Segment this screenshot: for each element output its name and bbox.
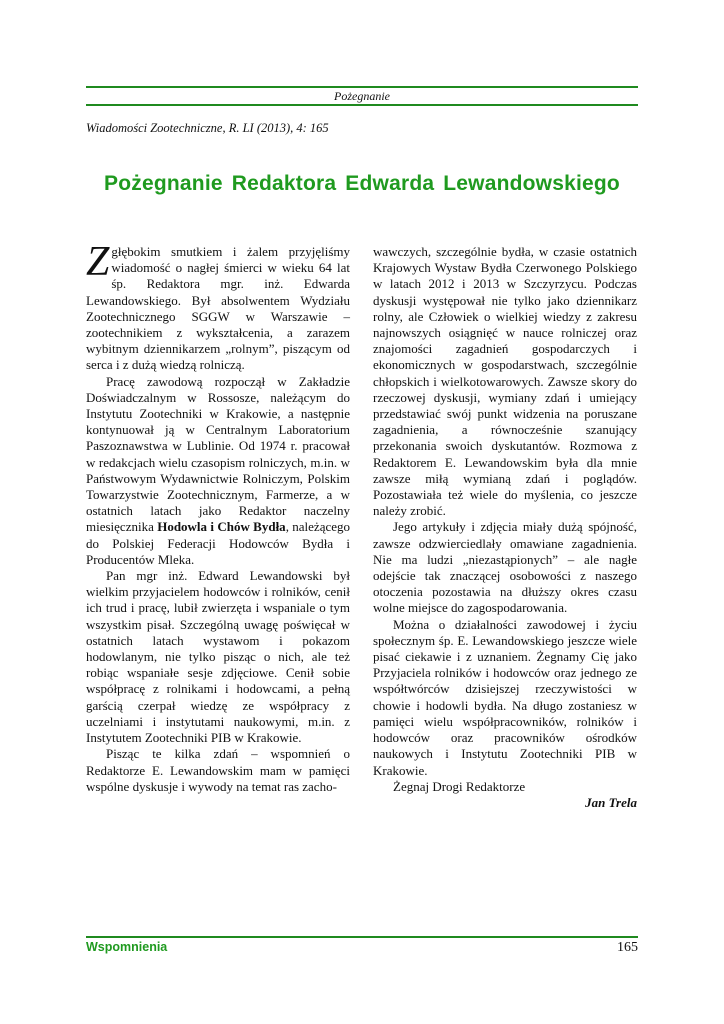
paragraph xyxy=(86,239,350,374)
paragraph xyxy=(86,374,350,568)
paragraph-text: Pracę zawodową rozpoczął w Zakładzie Doświadczalnym w Rossosze, należącym do Instytutu Zootechniki w Krakowie, a następnie kontynuował ją w Centralnym Laboratorium Paszoznawstwa w Lublinie. Od 1974 r. pracował w redakcjach wielu czasopism rolniczych, m.in. w Państwowym Wydawnictwie Rolniczym, Polskim Towarzystwie Zootechnicznym, Farmerze, a w ostatnich latach jako Redaktor naczelny miesięcznika xyxy=(86,373,350,535)
footer-section-label: Wspomnienia xyxy=(86,940,168,954)
header-bottom-rule xyxy=(86,104,638,106)
article-title: Pożegnanie Redaktora Edwarda Lewandowskiego xyxy=(104,172,620,195)
farewell-line: Żegnaj Drogi Redaktorze xyxy=(393,778,526,794)
paragraph: Pisząc te kilka zdań – wspomnień o Redaktorze E. Lewandowskim mam w pamięci wspólne dyskusje i wywody na temat ras zacho- xyxy=(86,746,350,794)
header-top-rule xyxy=(86,86,638,88)
paragraph-text: głębokim smutkiem i żalem przyjęliśmy wiadomość o nagłej śmierci w wieku 64 lat śp. Redaktora mgr. inż. Edwarda Lewandowskiego. Był absolwentem Wydziału Zootechnicznego SGGW w Warszawie – zootechnikiem z wykształcenia, a zarazem wybitnym dziennikarzem „rolnym”, piszącym od serca i z dużą wiedzą rolniczą. xyxy=(86,244,350,373)
page-number: 165 xyxy=(617,940,638,955)
paragraph: Pan mgr inż. Edward Lewandowski był wielkim przyjacielem hodowców i rolników, cenił ich trud i pracę, lubił zwierzęta i wspaniale o tym wszystkim pisał. Szczególną uwagę poświęcał w ostatnich latach wystawom i pokazom hodowlanym, nie tylko pisząc o nich, ale też robiąc wspaniałe sesje zdjęciowe. Cenił sobie współpracę z rolnikami i hodowcami, a pełną garścią czerpał wiedzę ze współpracy z uczelniami i instytutami naukowymi, m.in. z Instytutem Zootechniki PIB w Krakowie. xyxy=(86,568,350,746)
right-column xyxy=(373,244,637,811)
paragraph-text: , należącego do Polskiej Federacji Hodowców Bydła i Producentów Mleka. xyxy=(86,519,351,567)
drop-cap: Z xyxy=(86,239,110,285)
journal-citation: Wiadomości Zootechniczne, R. LI (2013), 4: 165 xyxy=(86,121,329,135)
paragraph: wawczych, szczególnie bydła, w czasie ostatnich Krajowych Wystaw Bydła Czerwonego Polskiego w latach 2012 i 2013 w Szczyrzycu. Podczas dyskusji występował nie tylko jako dziennikarz rolny, ale Człowiek o wielkiej wiedzy z zakresu najnowszych osiągnięć w nauce rolniczej oraz znajomości zagadnień gospodarczych i ekonomicznych w gospodarstwach, szczególnie chłopskich i wielkotowarowych. Zawsze skory do rzeczowej dyskusji, wymiany zdań i umiejący przedstawiać swój punkt widzenia na poruszane zagadnienia, a równocześnie szanujący przekonania swoich dyskutantów. Rozmowa z Redaktorem E. Lewandowskim była dla mnie zawsze miłą wymianą zdań i poglądów. Pozostawiała też wiele do myślenia, co jeszcze należy zrobić. xyxy=(373,244,637,519)
left-column xyxy=(86,239,351,795)
magazine-name: Hodowla i Chów Bydła xyxy=(157,519,286,535)
author-name: Jan Trela xyxy=(585,794,637,810)
running-title: Pożegnanie xyxy=(334,89,390,103)
paragraph: Jego artykuły i zdjęcia miały dużą spójność, zawsze odzwierciedlały omawiane zagadnienia. Nie ma ludzi „niezastąpionych” – ale nagłe odejście tak znaczącej osobowości z naszego otoczenia pozostawia na dłuższy okres czasu wolne miejsce do zagospodarowania. xyxy=(373,519,637,616)
footer-rule xyxy=(86,936,638,938)
paragraph: Można o działalności zawodowej i życiu społecznym śp. E. Lewandowskiego jeszcze wiele pisać ciekawie i z uznaniem. Żegnamy Cię jako Przyjaciela rolników i hodowców oraz jednego ze współtwórców dzisiejszej rzeczywistości w chowie i hodowli bydła. Na długo zostaniesz w pamięci wielu współpracowników, rolników i hodowców oraz pracowników ośrodków naukowych i Instytutu Zootechniki PIB w Krakowie. xyxy=(373,616,637,778)
